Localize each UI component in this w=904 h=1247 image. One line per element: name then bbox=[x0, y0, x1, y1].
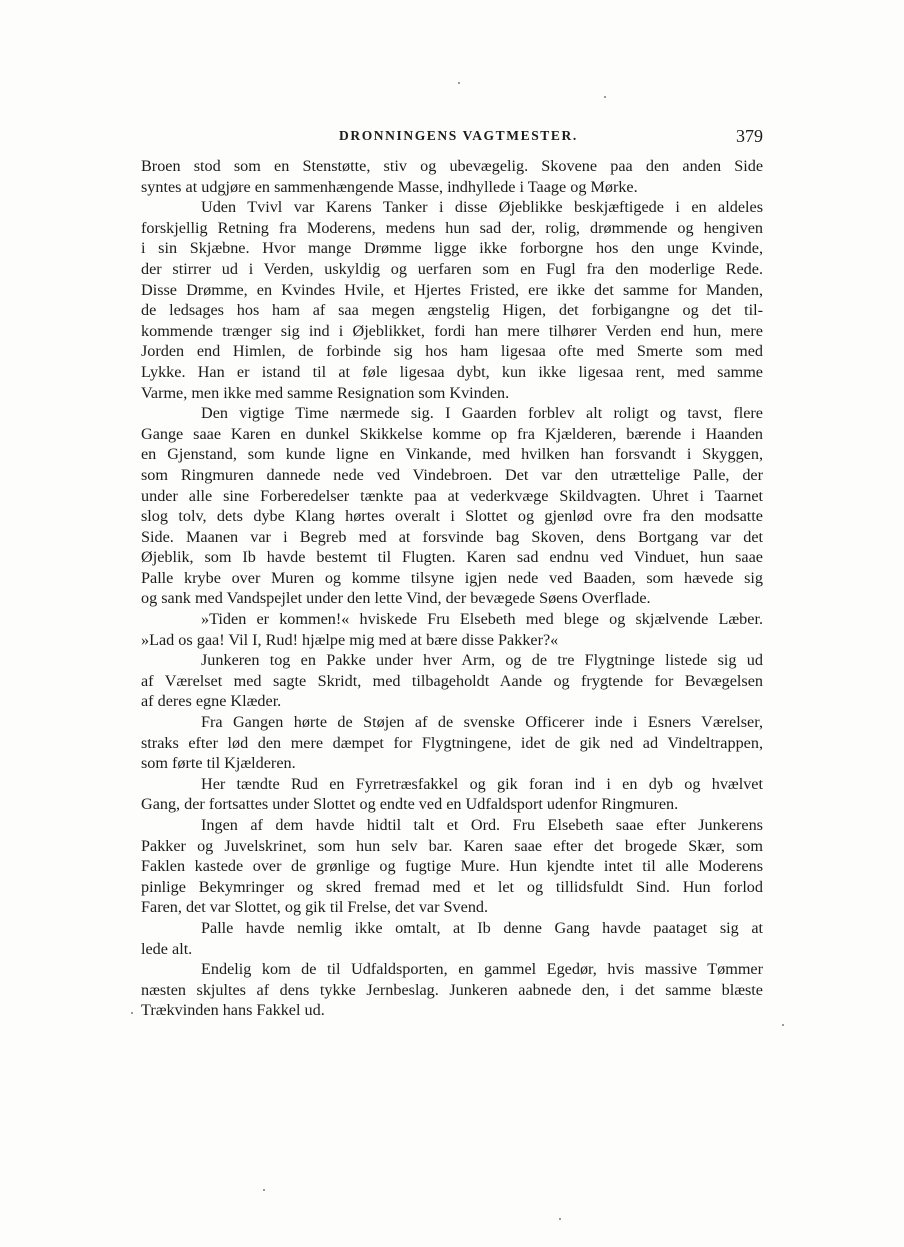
scan-speck bbox=[131, 1012, 133, 1014]
text-line: Faklen kastede over de grønlige og fugtige Mure. Hun kjendte intet til alle Moderens bbox=[141, 857, 763, 876]
body-text bbox=[141, 156, 763, 1021]
text-line: Endelig kom de til Udfaldsporten, en gammel Egedør, hvis massive Tømmer bbox=[201, 960, 763, 979]
scan-speck bbox=[458, 82, 460, 84]
scan-speck bbox=[263, 1189, 265, 1191]
text-line: Disse Drømme, en Kvindes Hvile, et Hjertes Fristed, ere ikke det samme for Manden, bbox=[141, 280, 763, 299]
text-line: en Gjenstand, som kunde ligne en Vinkande, med hvilken han forsvandt i Skyggen, bbox=[141, 445, 763, 464]
text-line: af Værelset med sagte Skridt, med tilbageholdt Aande og frygtende for Bevægelsen bbox=[141, 671, 763, 690]
text-line: i sin Skjæbne. Hvor mange Drømme ligge ikke forborgne hos den unge Kvinde, bbox=[141, 239, 763, 258]
running-title: DRONNINGENS VAGTMESTER. bbox=[339, 128, 578, 143]
text-line: straks efter lød den mere dæmpet for Flygtningene, idet de gik ned ad Vindeltrappen, bbox=[141, 733, 763, 752]
text-line: Junkeren tog en Pakke under hver Arm, og de tre Flygtninge listede sig ud bbox=[201, 651, 763, 670]
scan-speck bbox=[559, 1218, 561, 1220]
text-line: de ledsages hos ham af saa megen ængstelig Higen, det forbigangne og det til- bbox=[141, 301, 763, 320]
text-line: Pakker og Juvelskrinet, som hun selv bar. Karen saae efter det brogede Skær, som bbox=[141, 836, 763, 855]
text-line: Broen stod som en Stenstøtte, stiv og ubevægelig. Skovene paa den anden Side bbox=[141, 157, 763, 175]
text-line: og sank med Vandspejlet under den lette Vind, der bevægede Søens Overflade. bbox=[141, 589, 651, 608]
scan-speck bbox=[782, 1024, 784, 1026]
text-line: slog tolv, dets dybe Klang hørtes overalt i Slottet og gjenlød ovre fra den modsatte bbox=[141, 507, 763, 526]
text-line: Her tændte Rud en Fyrretræsfakkel og gik foran ind i en dyb og hvælvet bbox=[201, 774, 763, 793]
text-line: Varme, men ikke med samme Resignation som Kvinden. bbox=[141, 383, 510, 402]
scan-speck bbox=[604, 96, 606, 98]
text-line: af deres egne Klæder. bbox=[141, 692, 282, 711]
text-line: Fra Gangen hørte de Støjen af de svenske Officerer inde i Esners Værelser, bbox=[201, 713, 763, 732]
text-line: Gang, der fortsattes under Slottet og endte ved en Udfaldsport udenfor Ringmuren. bbox=[141, 795, 679, 814]
text-line: forskjellig Retning fra Moderens, medens hun sad der, rolig, drømmende og hengiven bbox=[141, 218, 763, 237]
text-line: Den vigtige Time nærmede sig. I Gaarden forblev alt roligt og tavst, flere bbox=[201, 404, 763, 423]
text-line: Uden Tvivl var Karens Tanker i disse Øjeblikke beskjæftigede i en aldeles bbox=[201, 198, 763, 217]
text-line: Faren, det var Slottet, og gik til Frelse, det var Svend. bbox=[141, 898, 489, 917]
text-line: pinlige Bekymringer og skred fremad med et let og tillidsfuldt Sind. Hun forlod bbox=[141, 877, 763, 896]
text-line: Lykke. Han er istand til at føle ligesaa dybt, kun ikke ligesaa rent, med samme bbox=[141, 362, 763, 381]
text-line: »Lad os gaa! Vil I, Rud! hjælpe mig med at bære disse Pakker?« bbox=[141, 630, 559, 649]
text-line: under alle sine Forberedelser tænkte paa at vederkvæge Skildvagten. Uhret i Taarnet bbox=[141, 486, 763, 505]
text-line: som Ringmuren dannede nede ved Vindebroen. Det var den utrættelige Palle, der bbox=[141, 465, 763, 484]
text-line: kommende trænger sig ind i Øjeblikket, fordi han mere tilhører Verden end hun, mere bbox=[141, 321, 763, 340]
text-line: som førte til Kjælderen. bbox=[141, 754, 296, 773]
page-number: 379 bbox=[736, 126, 763, 146]
text-line: Palle krybe over Muren og komme tilsyne igjen nede ved Baaden, som hævede sig bbox=[141, 568, 763, 587]
text-line: Palle havde nemlig ikke omtalt, at Ib denne Gang havde paataget sig at bbox=[201, 918, 763, 937]
text-line: Ingen af dem havde hidtil talt et Ord. Fru Elsebeth saae efter Junkerens bbox=[201, 816, 763, 834]
text-line: der stirrer ud i Verden, uskyldig og uerfaren som en Fugl fra den moderlige Rede. bbox=[141, 259, 763, 278]
text-line: syntes at udgjøre en sammenhængende Masse, indhyllede i Taage og Mørke. bbox=[141, 177, 638, 196]
text-line: Øjeblik, som Ib havde bestemt til Flugten. Karen sad endnu ved Vinduet, hun saae bbox=[141, 548, 763, 567]
text-line: Trækvinden hans Fakkel ud. bbox=[141, 1001, 325, 1020]
text-line: lede alt. bbox=[141, 939, 193, 958]
text-line: Jorden end Himlen, de forbinde sig hos ham ligesaa ofte med Smerte som med bbox=[141, 342, 763, 361]
text-line: Side. Maanen var i Begreb med at forsvinde bag Skoven, dens Bortgang var det bbox=[141, 527, 763, 546]
running-head bbox=[141, 126, 763, 152]
text-line: næsten skjultes af dens tykke Jernbeslag. Junkeren aabnede den, i det samme blæste bbox=[141, 980, 763, 999]
text-line: »Tiden er kommen!« hviskede Fru Elsebeth med blege og skjælvende Læber. bbox=[201, 610, 763, 629]
text-line: Gange saae Karen en dunkel Skikkelse komme op fra Kjælderen, bærende i Haanden bbox=[141, 424, 763, 443]
